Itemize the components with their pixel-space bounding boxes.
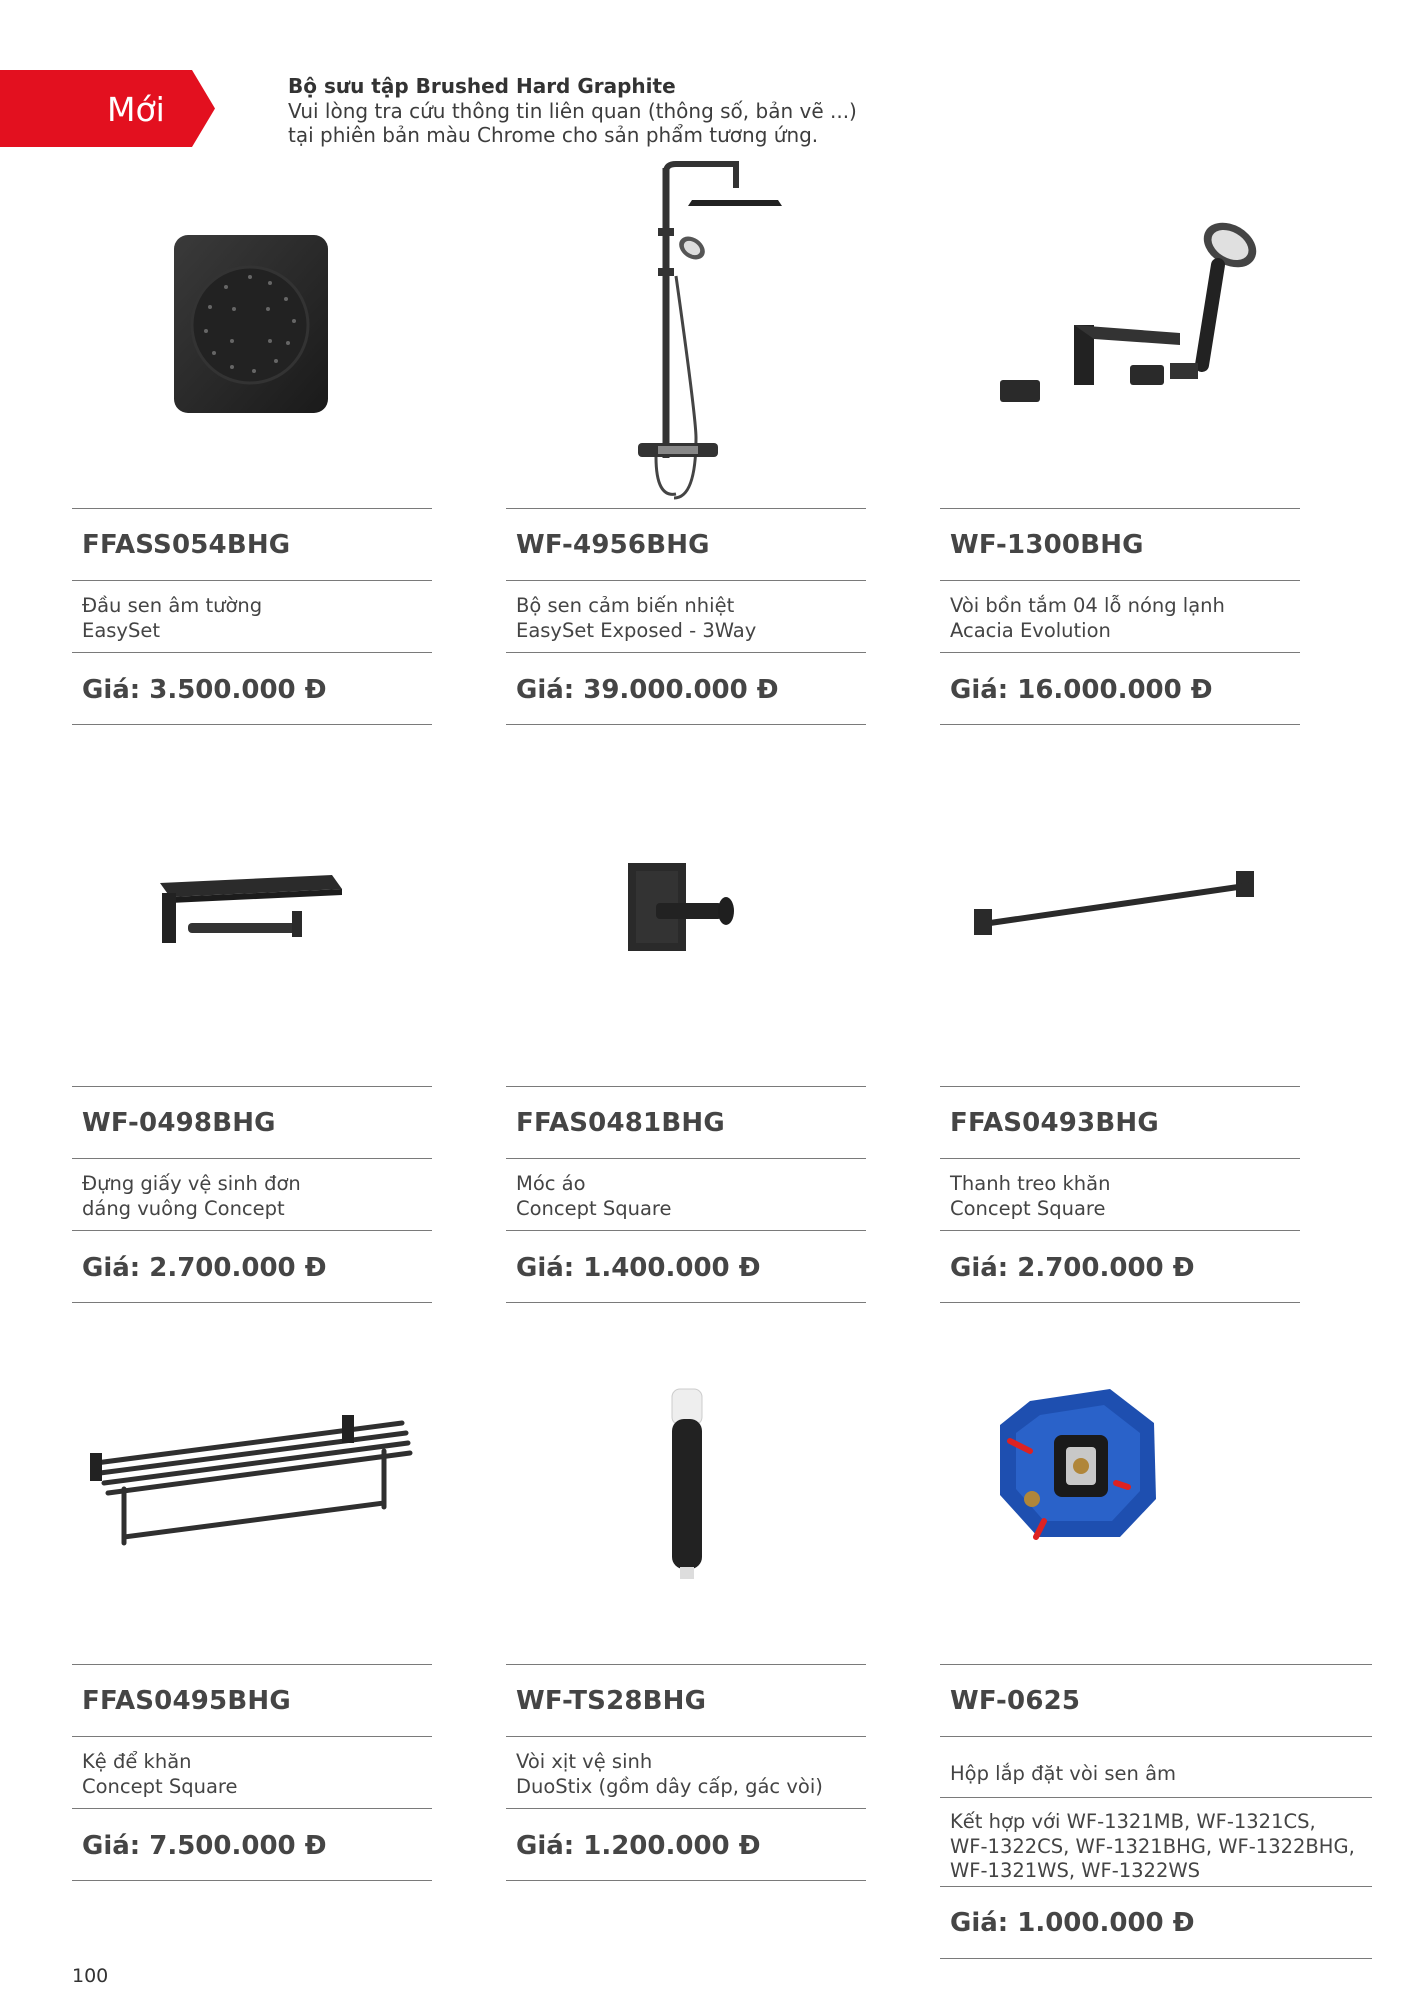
divider: [940, 1958, 1372, 1959]
divider: [72, 1664, 432, 1665]
divider: [506, 1736, 866, 1737]
compatibility-line: Kết hợp với WF-1321MB, WF-1321CS,: [950, 1810, 1316, 1833]
page-number: 100: [72, 1965, 109, 1987]
divider: [72, 1086, 432, 1087]
bidet-spray-image: [506, 1371, 866, 1631]
description-line: Kệ để khăn: [82, 1750, 192, 1773]
shower-head-image: [72, 215, 432, 475]
product-description: [950, 1762, 1176, 1787]
divider: [72, 1808, 432, 1809]
product-description: [516, 1750, 823, 1799]
towel-shelf-image: [72, 1371, 432, 1631]
product-price: Giá: 1.400.000 Đ: [516, 1253, 761, 1283]
product-price: Giá: 7.500.000 Đ: [82, 1831, 327, 1861]
product-price: Giá: 3.500.000 Đ: [82, 675, 327, 705]
description-line: EasySet Exposed - 3Way: [516, 618, 757, 642]
description-line: Bộ sen cảm biến nhiệt: [516, 594, 735, 617]
divider: [506, 1808, 866, 1809]
divider: [940, 508, 1300, 509]
divider: [72, 724, 432, 725]
product-description: [516, 594, 756, 643]
description-line: Vòi bồn tắm 04 lỗ nóng lạnh: [950, 594, 1225, 617]
collection-title: Bộ sưu tập Brushed Hard Graphite: [288, 74, 676, 98]
product-code: WF-0498BHG: [82, 1108, 276, 1138]
product-code: WF-0625: [950, 1686, 1081, 1716]
description-line: Đầu sen âm tường: [82, 594, 263, 617]
product-code: FFAS0481BHG: [516, 1108, 725, 1138]
new-badge-label: Mới: [107, 90, 165, 129]
description-line: Vòi xịt vệ sinh: [516, 1750, 653, 1773]
bathtub-faucet-image: [940, 215, 1300, 475]
description-line: Acacia Evolution: [950, 618, 1111, 642]
divider: [940, 1886, 1372, 1887]
product-description: [950, 594, 1225, 643]
product-code: FFAS0495BHG: [82, 1686, 291, 1716]
divider: [506, 724, 866, 725]
product-description: [950, 1172, 1110, 1221]
divider: [940, 1736, 1372, 1737]
product-price: Giá: 1.000.000 Đ: [950, 1908, 1195, 1938]
divider: [72, 1158, 432, 1159]
divider: [506, 1880, 866, 1881]
compatibility-note: [950, 1810, 1355, 1884]
description-line: DuoStix (gồm dây cấp, gác vòi): [516, 1774, 823, 1798]
divider: [940, 652, 1300, 653]
product-price: Giá: 39.000.000 Đ: [516, 675, 779, 705]
divider: [506, 1664, 866, 1665]
product-price: Giá: 1.200.000 Đ: [516, 1831, 761, 1861]
divider: [506, 580, 866, 581]
towel-bar-image: [940, 793, 1300, 1053]
product-code: WF-1300BHG: [950, 530, 1144, 560]
divider: [506, 1158, 866, 1159]
description-line: Đựng giấy vệ sinh đơn: [82, 1172, 301, 1195]
divider: [72, 1230, 432, 1231]
divider: [940, 1302, 1300, 1303]
description-line: EasySet: [82, 618, 160, 642]
paper-holder-image: [72, 793, 432, 1053]
description-line: Concept Square: [82, 1774, 238, 1798]
valve-box-image: [940, 1371, 1300, 1631]
product-price: Giá: 2.700.000 Đ: [82, 1253, 327, 1283]
divider: [506, 1230, 866, 1231]
description-line: dáng vuông Concept: [82, 1196, 285, 1220]
product-description: [82, 1172, 301, 1221]
compatibility-line: WF-1321WS, WF-1322WS: [950, 1859, 1201, 1882]
divider: [940, 724, 1300, 725]
divider: [72, 1302, 432, 1303]
product-code: WF-4956BHG: [516, 530, 710, 560]
product-code: FFAS0493BHG: [950, 1108, 1159, 1138]
divider: [940, 1086, 1300, 1087]
divider: [940, 1797, 1372, 1798]
robe-hook-image: [506, 793, 866, 1053]
collection-note-line2: tại phiên bản màu Chrome cho sản phẩm tương ứng.: [288, 123, 819, 147]
description-line: Concept Square: [950, 1196, 1106, 1220]
divider: [940, 1664, 1372, 1665]
divider: [506, 1086, 866, 1087]
description-line: Móc áo: [516, 1172, 586, 1195]
product-price: Giá: 2.700.000 Đ: [950, 1253, 1195, 1283]
divider: [506, 652, 866, 653]
product-code: WF-TS28BHG: [516, 1686, 707, 1716]
divider: [506, 508, 866, 509]
product-description: [82, 1750, 238, 1799]
divider: [72, 1880, 432, 1881]
description-line: Concept Square: [516, 1196, 672, 1220]
divider: [72, 580, 432, 581]
product-description: [82, 594, 262, 643]
divider: [940, 1230, 1300, 1231]
compatibility-line: WF-1322CS, WF-1321BHG, WF-1322BHG,: [950, 1834, 1355, 1858]
collection-header: [288, 74, 857, 148]
divider: [72, 508, 432, 509]
divider: [940, 580, 1300, 581]
description-line: Hộp lắp đặt vòi sen âm: [950, 1762, 1177, 1785]
shower-column-image: [506, 158, 866, 503]
product-code: FFASS054BHG: [82, 530, 291, 560]
collection-note-line1: Vui lòng tra cứu thông tin liên quan (thông số, bản vẽ ...): [288, 98, 857, 123]
divider: [940, 1158, 1300, 1159]
product-description: [516, 1172, 672, 1221]
divider: [72, 1736, 432, 1737]
product-price: Giá: 16.000.000 Đ: [950, 675, 1213, 705]
description-line: Thanh treo khăn: [950, 1172, 1111, 1195]
divider: [506, 1302, 866, 1303]
divider: [72, 652, 432, 653]
